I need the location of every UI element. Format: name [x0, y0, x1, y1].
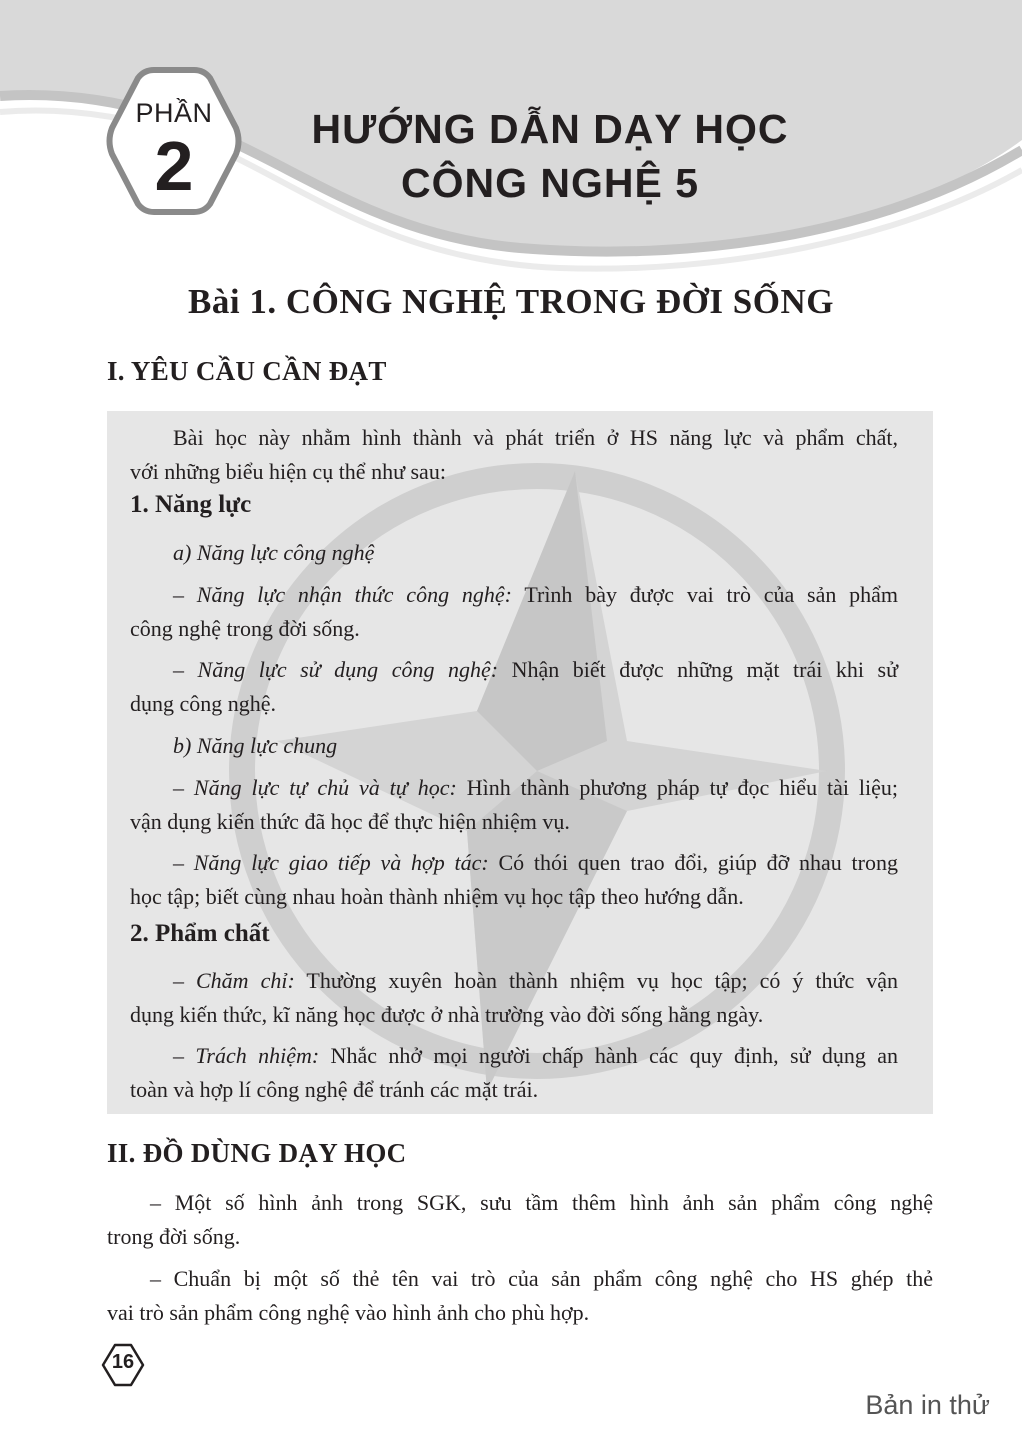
item-text: Hình thành phương pháp tự đọc hiểu tài liệu;: [456, 775, 898, 800]
part-title: [270, 102, 830, 210]
materials-item1: – Một số hình ảnh trong SGK, sưu tầm thêm hình ảnh sản phẩm công nghệ: [150, 1190, 933, 1215]
tech-competence-label: a) Năng lực công nghệ: [173, 540, 375, 565]
item-tech-usage-line2: dụng công nghệ.: [130, 691, 277, 716]
item-text: Thường xuyên hoàn thành nhiệm vụ học tập; có ý thức vận: [294, 968, 899, 993]
item-label: – Năng lực nhận thức công nghệ:: [173, 582, 512, 607]
materials-item2: – Chuẩn bị một số thẻ tên vai trò của sản phẩm công nghệ cho HS ghép thẻ: [150, 1266, 933, 1291]
item-diligence: [130, 964, 898, 998]
subheading-qualities: 2. Phẩm chất: [130, 920, 270, 947]
page-number: 16: [111, 1351, 135, 1373]
item-label: – Năng lực giao tiếp và hợp tác:: [173, 850, 489, 875]
item-responsibility-line2: toàn và hợp lí công nghệ để tránh các mặt trái.: [130, 1077, 539, 1102]
item-tech-usage: [130, 653, 898, 687]
intro-line1: Bài học này nhằm hình thành và phát triển ở HS năng lực và phẩm chất,: [173, 425, 898, 450]
item-label: – Năng lực sử dụng công nghệ:: [173, 657, 499, 682]
item-label: – Chăm chỉ:: [173, 968, 295, 993]
item-communication: [130, 846, 898, 880]
item-label: – Trách nhiệm:: [173, 1043, 320, 1068]
materials-item1-line2: trong đời sống.: [107, 1224, 241, 1249]
item-self-learning-line2: vận dụng kiến thức đã học để thực hiện nhiệm vụ.: [130, 809, 570, 834]
item-tech-awareness: [130, 578, 898, 612]
part-title-line2: CÔNG NGHỆ 5: [400, 160, 700, 206]
item-text: Nhắc nhở mọi người chấp hành các quy định, sử dụng an: [319, 1043, 898, 1068]
item-text: Trình bày được vai trò của sản phẩm: [511, 582, 899, 607]
item-responsibility: [130, 1039, 898, 1073]
item-text: Có thói quen trao đổi, giúp đỡ nhau trong: [488, 850, 898, 875]
lesson-title: Bài 1. CÔNG NGHỆ TRONG ĐỜI SỐNG: [188, 282, 834, 321]
item-tech-awareness-line2: công nghệ trong đời sống.: [130, 616, 360, 641]
intro-line2: với những biểu hiện cụ thể như sau:: [130, 459, 446, 484]
section-heading-requirements: I. YÊU CẦU CẦN ĐẠT: [107, 356, 387, 386]
item-communication-line2: học tập; biết cùng nhau hoàn thành nhiệm vụ học tập theo hướng dẫn.: [130, 884, 744, 909]
subheading-competence: 1. Năng lực: [130, 491, 252, 518]
part-number: 2: [154, 127, 194, 205]
part-title-line1: HƯỚNG DẪN DẠY HỌC: [311, 106, 789, 152]
item-text: Nhận biết được những mặt trái khi sử: [498, 657, 899, 682]
item-diligence-line2: dụng kiến thức, kĩ năng học được ở nhà trường vào đời sống hằng ngày.: [130, 1002, 764, 1027]
draft-label: Bản in thử: [865, 1390, 990, 1420]
materials-item2-line2: vai trò sản phẩm công nghệ vào hình ảnh cho phù hợp.: [107, 1300, 590, 1325]
section-heading-materials: II. ĐỒ DÙNG DẠY HỌC: [107, 1138, 407, 1168]
general-competence-label: b) Năng lực chung: [173, 733, 338, 758]
part-label: PHẦN: [135, 98, 213, 128]
item-self-learning: [130, 771, 898, 805]
item-label: – Năng lực tự chủ và tự học:: [173, 775, 457, 800]
